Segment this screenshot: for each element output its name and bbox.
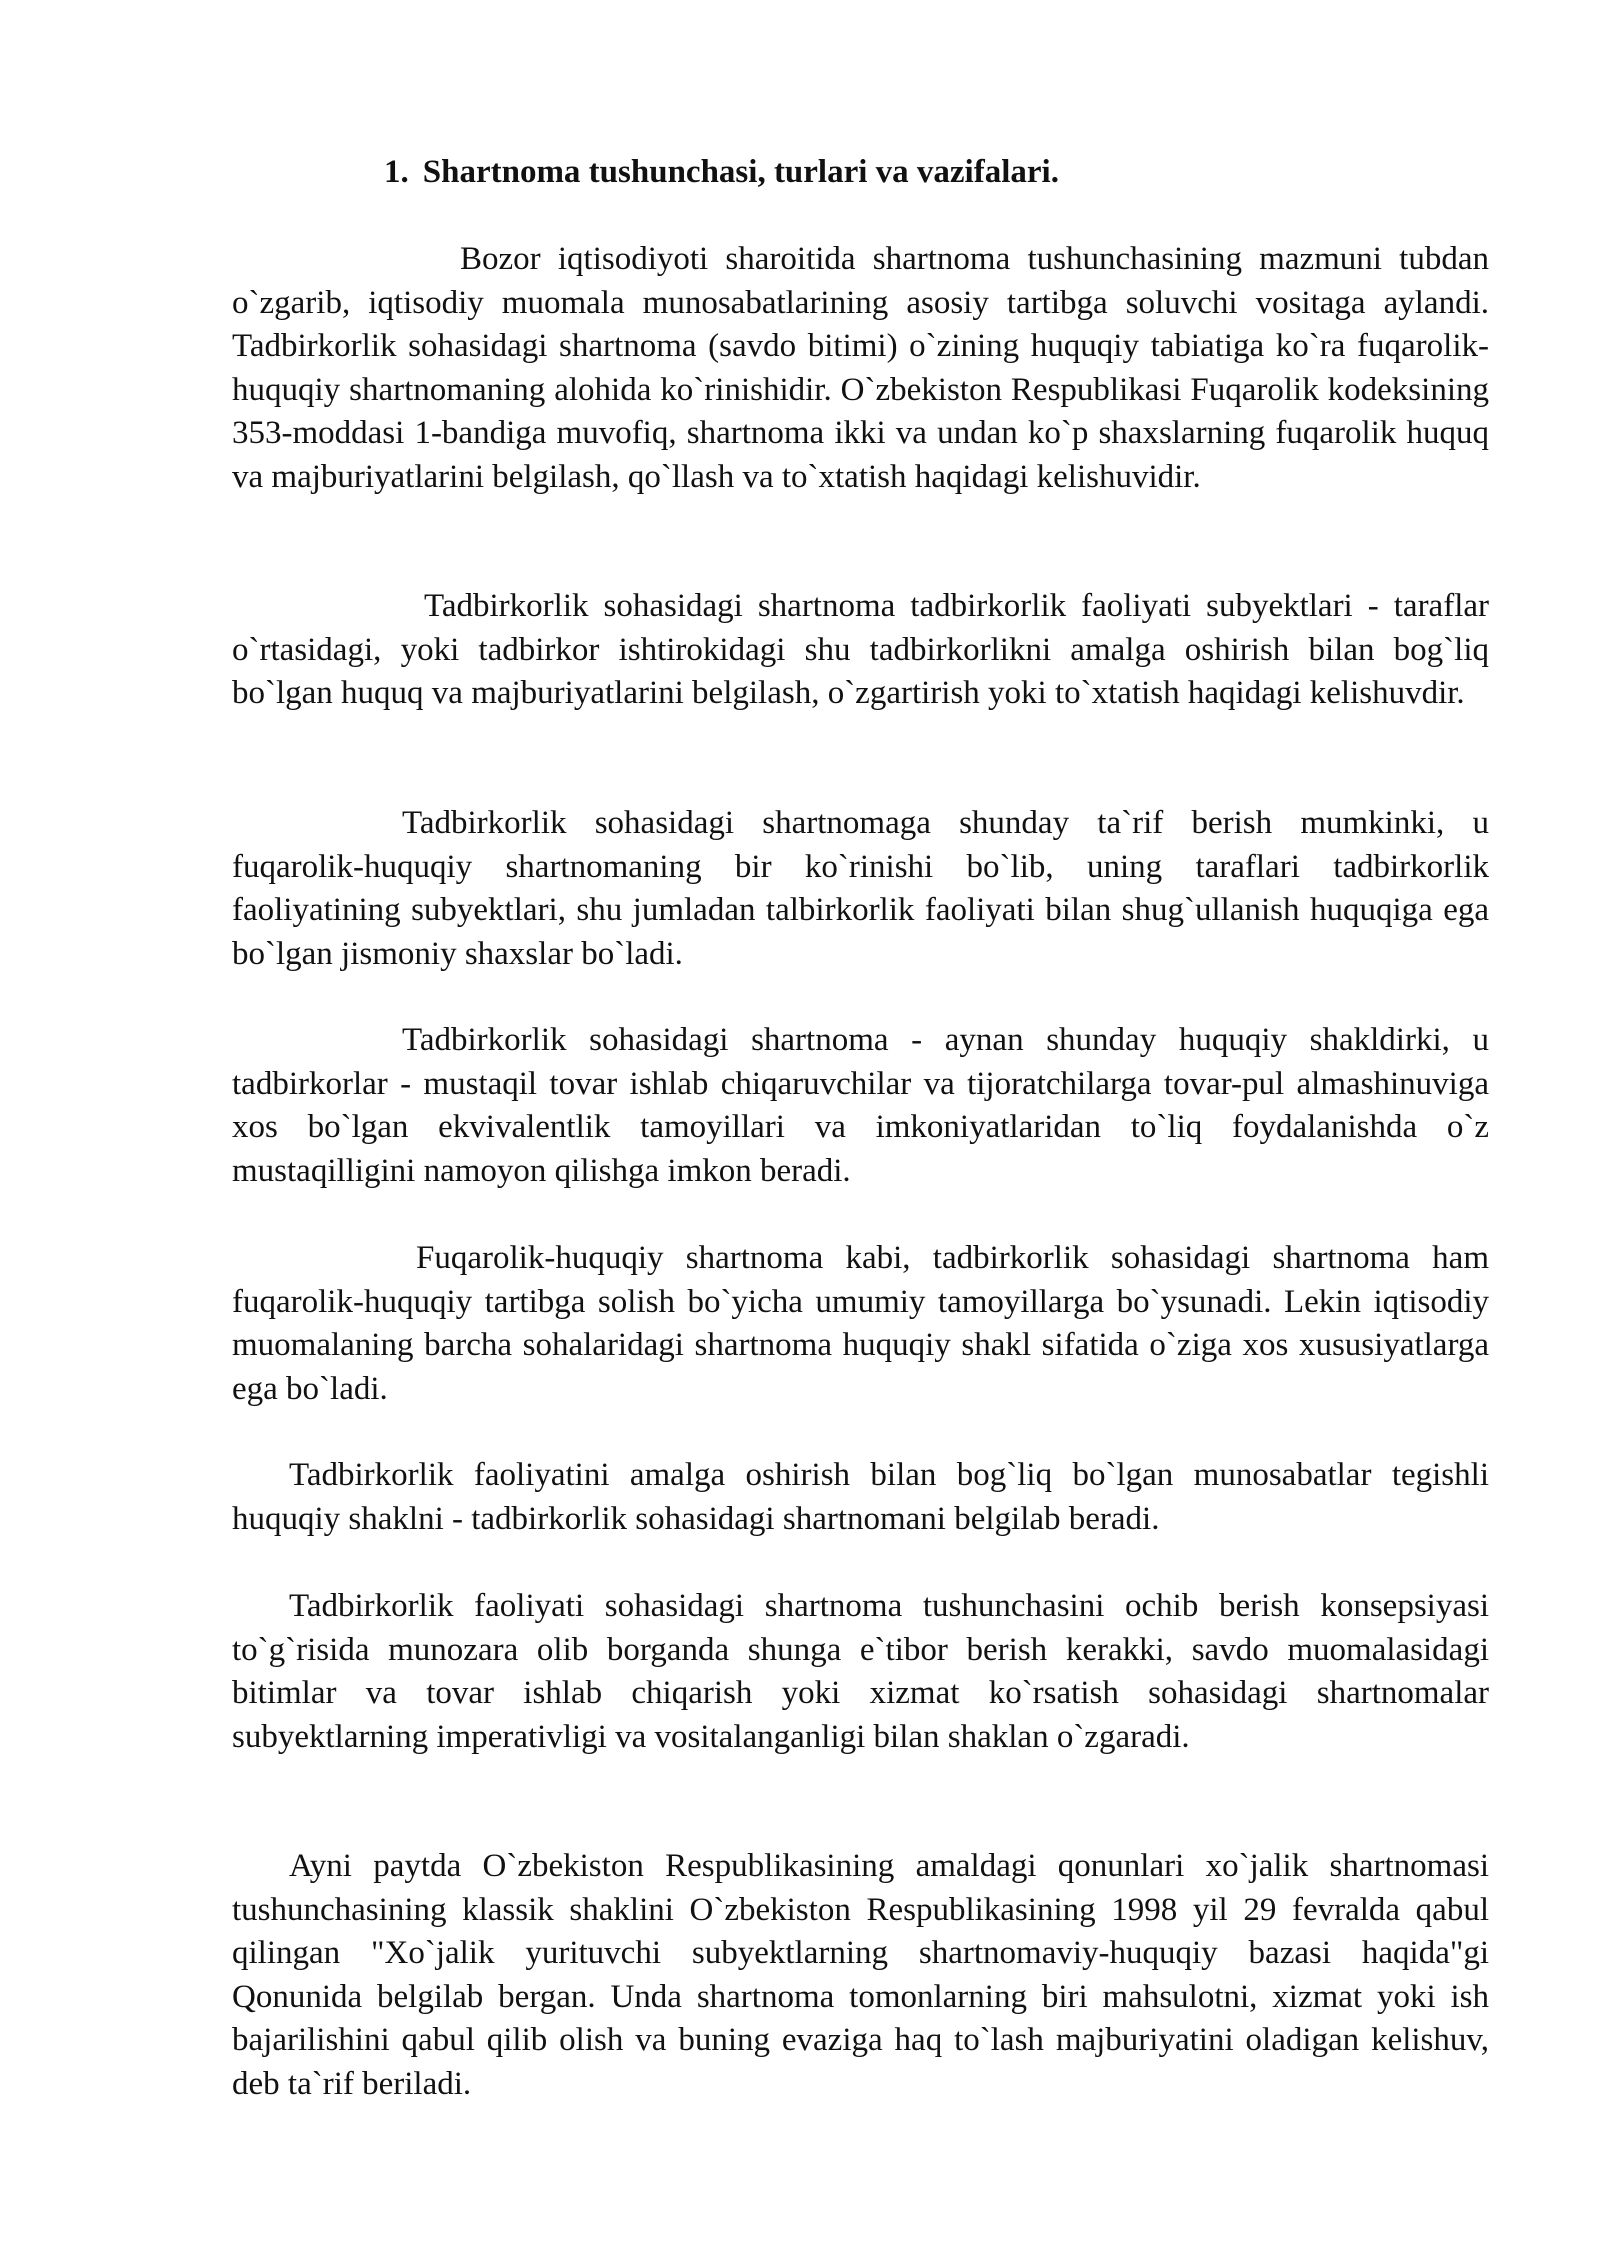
section-heading (384, 152, 1059, 192)
paragraph-5: Fuqarolik-huquqiy shartnoma kabi, tadbirkorlik sohasidagi shartnoma ham fuqarolik-huquqiy tartibga solish bo`yicha umumiy tamoyillarga bo`ysunadi. Lekin iqtisodiy muomalaning barcha sohalaridagi shartnoma huquqiy shakl sifatida o`ziga xos xususiyatlarga ega bo`ladi. (232, 1240, 1489, 1407)
section-title: Shartnoma tushunchasi, turlari va vazifalari. (422, 154, 1059, 190)
paragraph-8: Ayni paytda O`zbekiston Respublikasining amaldagi qonunlari xo`jalik shartnomasi tushunchasining klassik shaklini O`zbekiston Respublikasining 1998 yil 29 fevralda qabul qilingan "Xo`jalik yurituvchi subyektlarning shartnomaviy-huquqiy bazasi haqida"gi Qonunida belgilab bergan. Unda shartnoma tomonlarning biri mahsulotni, xizmat yoki ish bajarilishini qabul qilib olish va buning evaziga haq to`lash majburiyatini oladigan kelishuv, deb ta`rif beriladi. (232, 1848, 1489, 2102)
paragraph-7: Tadbirkorlik faoliyati sohasidagi shartnoma tushunchasini ochib berish konsepsiyasi to`g`risida munozara olib borganda shunga e`tibor berish kerakki, savdo muomalasidagi bitimlar va tovar ishlab chiqarish yoki xizmat ko`rsatish sohasidagi shartnomalar subyektlarning imperativligi va vositalanganligi bilan shaklan o`zgaradi. (232, 1588, 1489, 1755)
paragraph-1: Bozor iqtisodiyoti sharoitida shartnoma tushunchasining mazmuni tubdan o`zgarib, iqtisodiy muomala munosabatlarining asosiy tartibga soluvchi vositaga aylandi. Tadbirkorlik sohasidagi shartnoma (savdo bitimi) o`zining huquqiy tabiatiga ko`ra fuqarolik-huquqiy shartnomaning alohida ko`rinishidir. O`zbekiston Respublikasi Fuqarolik kodeksining 353-moddasi 1-bandiga muvofiq, shartnoma ikki va undan ko`p shaxslarning fuqarolik huquq va majburiyatlarini belgilash, qo`llash va to`xtatish haqidagi kelishuvidir. (232, 241, 1489, 495)
paragraph-6: Tadbirkorlik faoliyatini amalga oshirish bilan bog`liq bo`lgan munosabatlar tegishli huquqiy shaklni - tadbirkorlik sohasidagi shartnomani belgilab beradi. (232, 1457, 1489, 1537)
paragraph-3: Tadbirkorlik sohasidagi shartnomaga shunday ta`rif berish mumkinki, u fuqarolik-huquqiy shartnomaning bir ko`rinishi bo`lib, uning taraflari tadbirkorlik faoliyatining subyektlari, shu jumladan talbirkorlik faoliyati bilan shug`ullanish huquqiga ega bo`lgan jismoniy shaxslar bo`ladi. (232, 805, 1489, 972)
section-number: 1. (384, 154, 409, 190)
paragraph-4: Tadbirkorlik sohasidagi shartnoma - aynan shunday huquqiy shakldirki, u tadbirkorlar - mustaqil tovar ishlab chiqaruvchilar va tijoratchilarga tovar-pul almashinuviga xos bo`lgan ekvivalentlik tamoyillari va imkoniyatlaridan to`liq foydalanishda o`z mustaqilligini namoyon qilishga imkon beradi. (232, 1022, 1489, 1189)
paragraph-2: Tadbirkorlik sohasidagi shartnoma tadbirkorlik faoliyati subyektlari - taraflar o`rtasidagi, yoki tadbirkor ishtirokidagi shu tadbirkorlikni amalga oshirish bilan bog`liq bo`lgan huquq va majburiyatlarini belgilash, o`zgartirish yoki to`xtatish haqidagi kelishuvdir. (232, 588, 1489, 712)
